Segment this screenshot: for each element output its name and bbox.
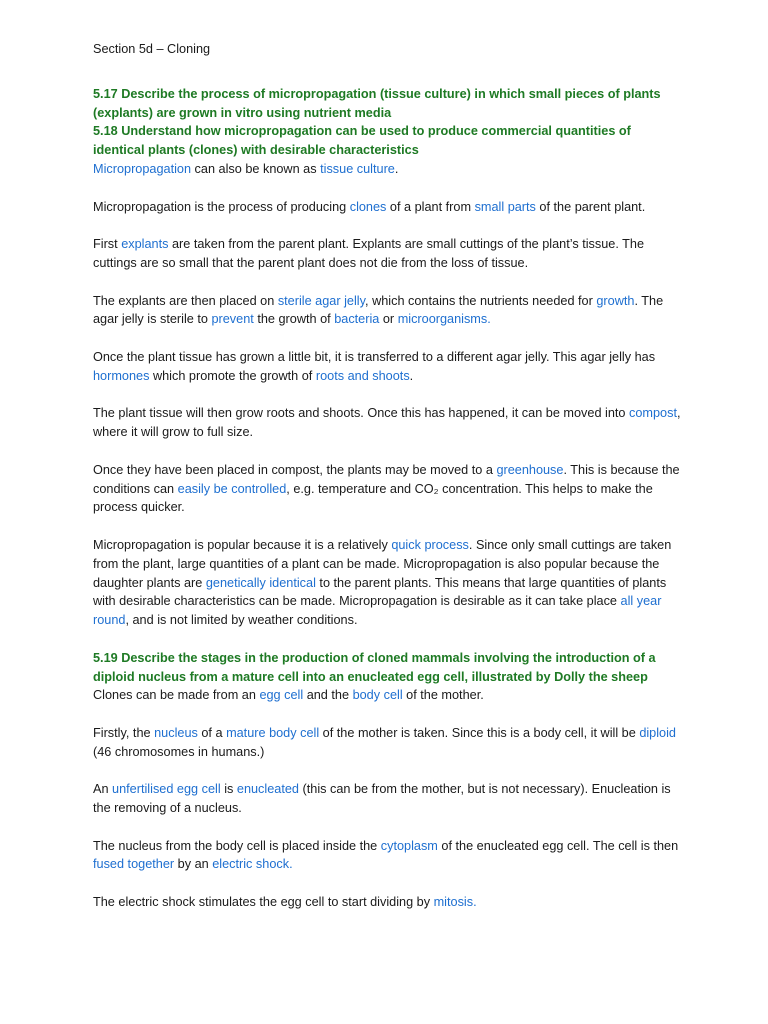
text: The explants are then placed on [93, 293, 278, 308]
paragraph-fusion [93, 837, 683, 875]
term-unfertilised-egg-cell: unfertilised egg cell [112, 782, 221, 797]
term-cytoplasm: cytoplasm [380, 838, 438, 853]
text: (46 chromosomes in humans.) [93, 744, 265, 759]
text: of a [197, 725, 227, 740]
text: , which contains the nutrients needed for [365, 293, 597, 308]
heading-5-19: 5.19 Describe the stages in the production of cloned mammals involving the introduction of a diploid nucleus from a mature cell into an enucleated egg cell, illustrated by Dolly the sheep [93, 650, 656, 684]
term-fused-together: fused together [93, 857, 175, 872]
paragraph-nucleus [93, 724, 683, 762]
text: Micropropagation is the process of producing [93, 199, 350, 214]
paragraph-enucleation [93, 780, 683, 818]
text: and the [303, 688, 353, 703]
text: the growth of [253, 312, 335, 327]
text: which promote the growth of [149, 368, 316, 383]
term-genetically-identical: genetically identical [205, 575, 316, 590]
term-prevent: prevent [211, 312, 254, 327]
text: . Since only small cuttings are taken from the plant, large quantities of a plant can be made. Micropropagation is also popular because the daughter plants are [93, 537, 672, 590]
subscript-2: ₂ [433, 481, 439, 496]
text: Once they have been placed in compost, the plants may be moved to a [93, 462, 497, 477]
term-compost: compost [629, 406, 677, 421]
text: or [379, 312, 398, 327]
document-page [93, 40, 683, 912]
text: Clones can be made from an [93, 688, 260, 703]
text: . This is because the conditions can [93, 462, 680, 496]
text: can also be known as [191, 161, 321, 176]
text: of a plant from [386, 199, 475, 214]
text: An [93, 782, 113, 797]
term-mature-body-cell: mature body cell [226, 725, 320, 740]
text: of the mother. [402, 688, 484, 703]
term-electric-shock: electric shock. [212, 857, 293, 872]
term-body-cell: body cell [352, 688, 403, 703]
term-roots-and-shoots: roots and shoots [315, 368, 410, 383]
term-micropropagation: Micropropagation [93, 161, 192, 176]
term-sterile-agar-jelly: sterile agar jelly [277, 293, 366, 308]
paragraph-greenhouse [93, 461, 683, 517]
term-hormones: hormones [93, 368, 150, 383]
text: is [220, 782, 237, 797]
text: . [394, 161, 399, 176]
paragraph-popularity [93, 536, 683, 630]
term-microorganisms: microorganisms. [397, 312, 491, 327]
text: (this can be from the mother, but is not necessary). Enucleation is the removing of a nucleus. [93, 782, 671, 816]
term-bacteria: bacteria [334, 312, 380, 327]
text: to the parent plants. This means that large quantities of plants with desirable characteristics can be made. Micropropagation is desirable as it can take place [93, 575, 667, 609]
term-mitosis: mitosis. [433, 895, 477, 910]
term-easily-be-controlled: easily be controlled [177, 481, 287, 496]
text: , where it will grow to full size. [93, 406, 681, 440]
section-title: Section 5d – Cloning [93, 42, 211, 56]
text: of the mother is taken. Since this is a body cell, it will be [319, 725, 640, 740]
paragraph-explants [93, 235, 683, 273]
text: . The agar jelly is sterile to [93, 293, 664, 327]
text: The plant tissue will then grow roots and shoots. Once this has happened, it can be moved into [93, 406, 630, 421]
text: are taken from the parent plant. Explants are small cuttings of the plant’s tissue. The cuttings are so small that the parent plant does not die from the loss of tissue. [93, 237, 645, 270]
term-quick-process: quick process [391, 537, 469, 552]
text: The nucleus from the body cell is placed inside the [93, 838, 381, 853]
text: Micropropagation is popular because it is a relatively [93, 537, 392, 552]
term-diploid: diploid [639, 725, 676, 740]
text: of the parent plant. [535, 199, 646, 214]
paragraph-tissue-culture [93, 160, 683, 179]
text: concentration. This helps to make the process quicker. [93, 481, 653, 515]
term-explants: explants [121, 237, 169, 252]
term-clones: clones [349, 199, 387, 214]
paragraph-agar-jelly [93, 292, 683, 330]
heading-5-18: 5.18 Understand how micropropagation can be used to produce commercial quantities of identical plants (clones) with desirable characteristics [93, 124, 631, 158]
term-nucleus: nucleus [154, 725, 198, 740]
paragraph-hormones [93, 348, 683, 386]
paragraph-compost [93, 404, 683, 442]
text: First [93, 237, 122, 252]
paragraph-definition [93, 198, 683, 217]
text: Firstly, the [93, 725, 155, 740]
text: by an [174, 857, 213, 872]
text: of the enucleated egg cell. The cell is then [437, 838, 679, 853]
text: , e.g. temperature and CO [286, 481, 434, 496]
term-small-parts: small parts [474, 199, 536, 214]
term-all-year-round: all year round [93, 594, 662, 628]
term-enucleated: enucleated [236, 782, 299, 797]
paragraph-mitosis [93, 893, 683, 912]
text: The electric shock stimulates the egg cell to start dividing by [93, 895, 434, 910]
text: Once the plant tissue has grown a little bit, it is transferred to a different agar jelly. This agar jelly has [93, 349, 656, 364]
heading-5-17: 5.17 Describe the process of micropropagation (tissue culture) in which small pieces of plants (explants) are grown in vitro using nutrient media [93, 86, 661, 120]
term-growth: growth [596, 293, 635, 308]
text: , and is not limited by weather conditions. [125, 613, 358, 628]
term-tissue-culture: tissue culture [320, 161, 395, 176]
text: . [409, 368, 414, 383]
paragraph-clones-source [93, 686, 683, 705]
term-greenhouse: greenhouse [496, 462, 564, 477]
term-egg-cell: egg cell [259, 688, 304, 703]
